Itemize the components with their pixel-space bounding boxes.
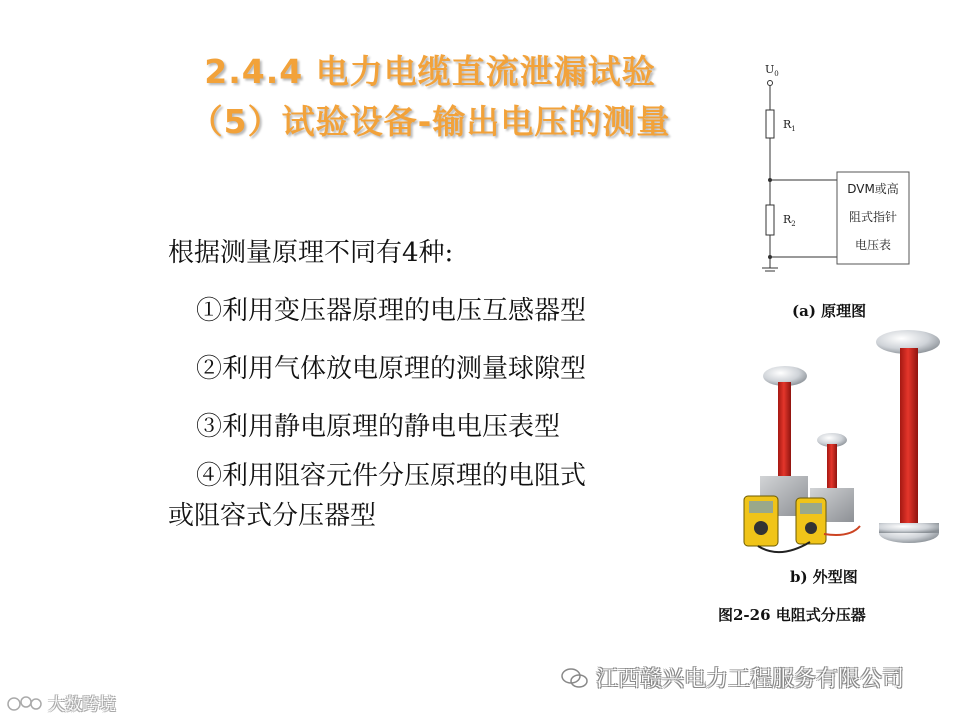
r2-label: $R_2$ bbox=[783, 213, 796, 228]
r1-label: $R_1$ bbox=[783, 118, 796, 133]
voltage-divider-photo bbox=[740, 328, 950, 560]
list-item-continuation: 或阻容式分压器型 bbox=[168, 501, 377, 531]
meter-label-line3: 电压表 bbox=[854, 238, 892, 252]
meter-label-line2: 阻式指针 bbox=[848, 210, 898, 224]
slide-title-line2: （5）试验设备-输出电压的测量 bbox=[189, 102, 671, 141]
meter-label-line1: DVM或高 bbox=[847, 182, 899, 196]
resistor-r2 bbox=[766, 205, 774, 235]
multimeter-left bbox=[744, 496, 778, 546]
list-item: ①利用变压器原理的电压互感器型 bbox=[196, 296, 587, 326]
intro-text: 根据测量原理不同有4种: bbox=[168, 238, 454, 268]
list-item: ③利用静电原理的静电电压表型 bbox=[196, 412, 561, 442]
watermark bbox=[6, 690, 116, 715]
photo-caption: b) 外型图 bbox=[790, 568, 858, 586]
u0-label: $U_0$ bbox=[765, 63, 779, 78]
tall-divider bbox=[876, 330, 940, 543]
multimeter-right bbox=[796, 498, 826, 544]
resistor-r1 bbox=[766, 110, 774, 138]
watermark-text: 大数跨境 bbox=[48, 695, 116, 715]
list-item: ④利用阻容元件分压原理的电阻式 bbox=[196, 461, 587, 491]
list-item: ②利用气体放电原理的测量球隙型 bbox=[196, 354, 587, 384]
diagram-caption: (a) 原理图 bbox=[792, 302, 867, 320]
slide-title-line1: 2.4.4 电力电缆直流泄漏试验 bbox=[204, 52, 656, 91]
terminal-node bbox=[768, 81, 773, 86]
small-divider-left bbox=[760, 366, 808, 516]
figure-caption: 图2-26 电阻式分压器 bbox=[718, 606, 866, 624]
footer-account bbox=[560, 662, 904, 693]
account-name: 江西赣兴电力工程服务有限公司 bbox=[596, 667, 905, 692]
content-list bbox=[168, 224, 708, 536]
wechat-icon bbox=[560, 667, 590, 689]
divider-circuit-diagram bbox=[755, 55, 915, 280]
logo-icon bbox=[6, 693, 44, 713]
